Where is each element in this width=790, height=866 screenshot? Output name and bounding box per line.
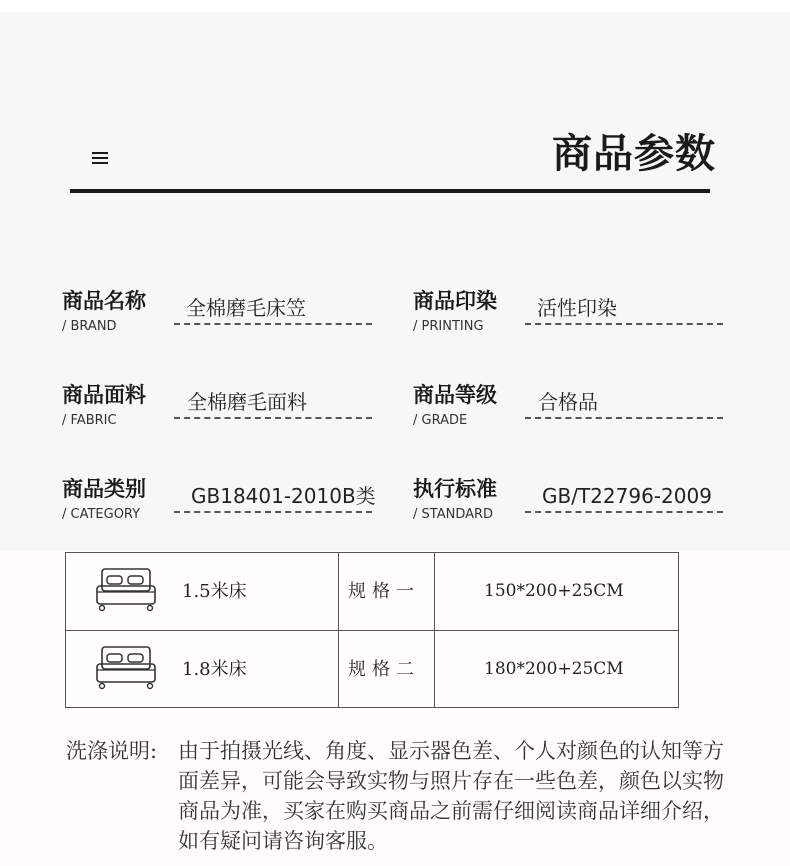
menu-icon[interactable]: [92, 152, 108, 164]
param-value-standard: GB/T22796-2009: [525, 481, 723, 513]
table-row: [66, 630, 678, 708]
param-sublabel: / FABRIC: [62, 413, 117, 428]
page-title: 商品参数: [552, 131, 716, 177]
param-standard: [413, 473, 497, 522]
param-value-brand: 全棉磨毛床笠: [174, 293, 372, 325]
spec-table: [65, 552, 679, 708]
param-label: 执行标准: [413, 477, 497, 501]
table-row: [66, 553, 678, 630]
param-grade: [413, 379, 497, 428]
parameters-panel: [0, 12, 790, 550]
column-divider: [338, 553, 339, 630]
param-sublabel: / PRINTING: [413, 319, 484, 334]
title-divider: [70, 189, 710, 193]
bed-size-label: 1.5米床: [182, 581, 247, 602]
param-sublabel: / GRADE: [413, 413, 468, 428]
spec-size: 150*200+25CM: [484, 581, 624, 601]
param-label: 商品面料: [62, 383, 146, 407]
column-divider: [434, 553, 435, 630]
param-printing: [413, 285, 497, 334]
column-divider: [338, 631, 339, 708]
param-label: 商品名称: [62, 289, 146, 313]
spec-label: 规格二: [348, 659, 420, 680]
param-value-category: GB18401-2010B类: [174, 481, 372, 513]
param-sublabel: / STANDARD: [413, 507, 494, 522]
param-sublabel: / CATEGORY: [62, 507, 141, 522]
param-category: [62, 473, 146, 522]
notice-text: 由于拍摄光线、角度、显示器色差、个人对颜色的认知等方面差异，可能会导致实物与照片存在一些色差，颜色以实物商品为准，买家在购买商品之前需仔细阅读商品详细介绍，如有疑问请咨询客服。: [178, 739, 724, 853]
param-label: 商品类别: [62, 477, 146, 501]
spec-size: 180*200+25CM: [484, 659, 624, 679]
param-value-grade: 合格品: [525, 387, 723, 419]
spec-label: 规格一: [348, 581, 420, 602]
param-label: 商品印染: [413, 289, 497, 313]
notice-label: 洗涤说明:: [66, 739, 158, 763]
bed-icon: [96, 567, 156, 613]
param-brand: [62, 285, 146, 334]
param-value-fabric: 全棉磨毛面料: [174, 387, 372, 419]
param-label: 商品等级: [413, 383, 497, 407]
bed-size-label: 1.8米床: [182, 659, 247, 680]
param-value-printing: 活性印染: [525, 293, 723, 325]
washing-notice: [66, 736, 736, 856]
param-sublabel: / BRAND: [62, 319, 117, 334]
bed-icon: [96, 645, 156, 691]
column-divider: [434, 631, 435, 708]
param-fabric: [62, 379, 146, 428]
